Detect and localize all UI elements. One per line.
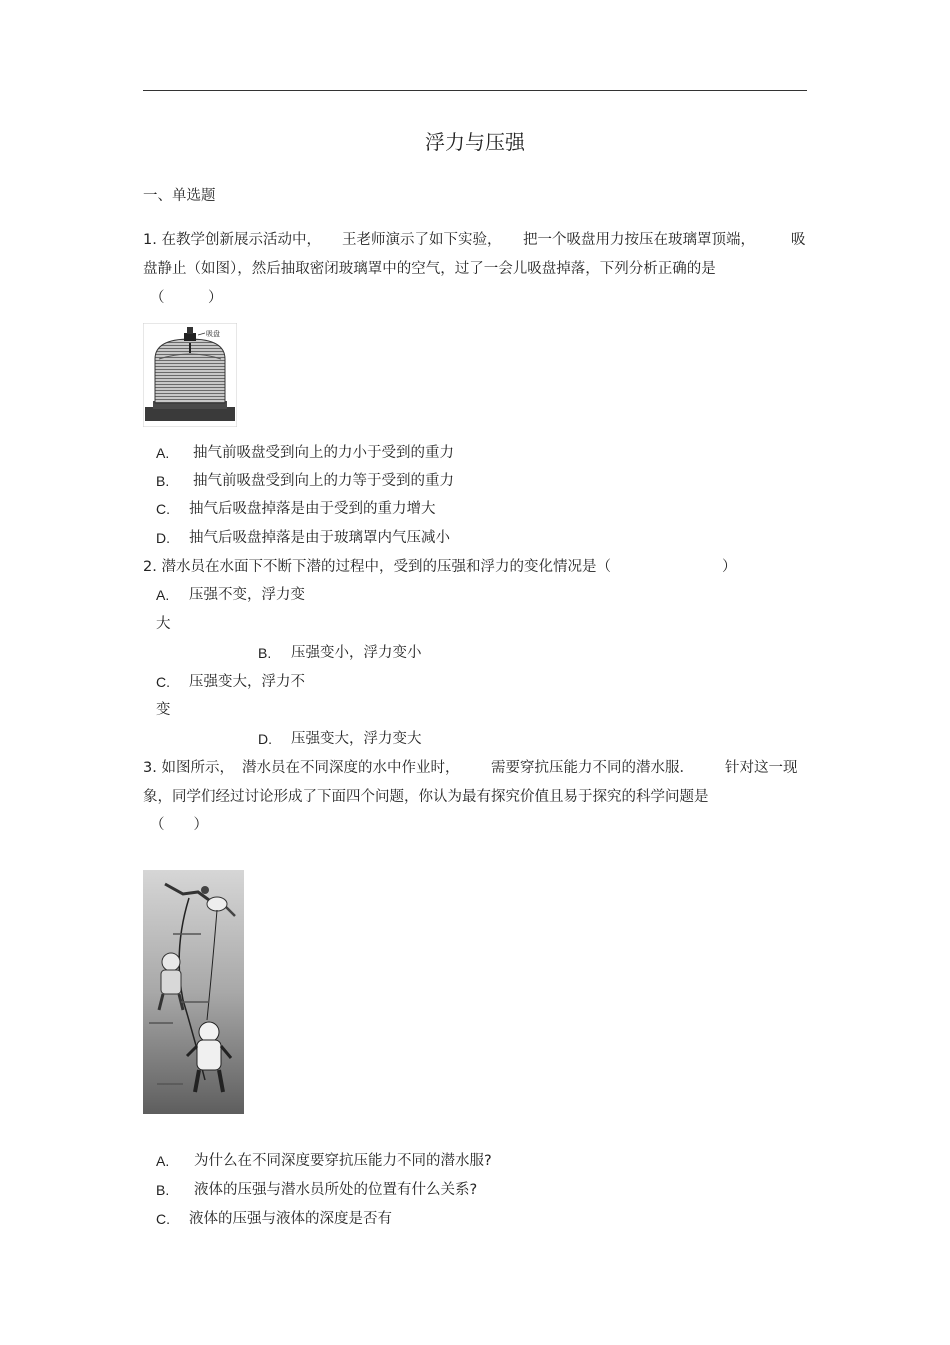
- q1-stem-seg1: 1. 在教学创新展示活动中，: [143, 232, 321, 248]
- q1-stem-seg4: 吸: [791, 232, 806, 248]
- q1-option-d-label: D.: [156, 530, 170, 546]
- page-title: 浮力与压强: [425, 130, 525, 154]
- q3-option-b-text: 液体的压强与潜水员所处的位置有什么关系?: [194, 1182, 478, 1198]
- q2-option-c-wrap: 变: [156, 702, 171, 718]
- q3-answer-paren: （ ）: [150, 817, 208, 833]
- diver-depth-figure: [143, 870, 244, 1114]
- q2-stem: 2. 潜水员在水面下不断下潜的过程中，受到的压强和浮力的变化情况是（: [143, 559, 611, 575]
- q1-option-b-label: B.: [156, 473, 170, 489]
- q1-answer-paren: （ ）: [150, 290, 223, 306]
- q3-stem-seg4: 针对这一现: [725, 760, 798, 776]
- q3-stem-line2: 象，同学们经过讨论形成了下面四个问题，你认为最有探究价值且易于探究的科学问题是: [143, 789, 709, 805]
- q2-option-b-text: 压强变小，浮力变小: [291, 645, 422, 661]
- q3-stem-seg3: 需要穿抗压能力不同的潜水服．: [491, 760, 694, 776]
- q3-stem-seg2: 潜水员在不同深度的水中作业时，: [242, 760, 460, 776]
- q1-option-a-text: 抽气前吸盘受到向上的力小于受到的重力: [193, 445, 454, 461]
- q1-option-c-text: 抽气后吸盘掉落是由于受到的重力增大: [189, 501, 436, 517]
- section-heading: 一、单选题: [143, 188, 216, 204]
- q2-option-c-text: 压强变大，浮力不: [189, 674, 305, 690]
- q1-stem-seg3: 把一个吸盘用力按压在玻璃罩顶端，: [523, 232, 755, 248]
- q2-option-d-label: D.: [258, 731, 272, 747]
- q1-option-a-label: A.: [156, 445, 170, 461]
- q2-option-d-text: 压强变大，浮力变大: [291, 731, 422, 747]
- q3-option-c-text: 液体的压强与液体的深度是否有: [189, 1211, 392, 1227]
- suction-cup-label: 吸盘: [206, 330, 220, 338]
- suction-cup-figure: [143, 323, 237, 427]
- q2-option-a-wrap: 大: [156, 616, 171, 632]
- q3-stem-seg1: 3. 如图所示，: [143, 760, 234, 776]
- q2-option-a-text: 压强不变，浮力变: [189, 587, 305, 603]
- q3-option-a-label: A.: [156, 1153, 170, 1169]
- q3-option-c-label: C.: [156, 1211, 170, 1227]
- q1-option-b-text: 抽气前吸盘受到向上的力等于受到的重力: [193, 473, 454, 489]
- q2-option-b-label: B.: [258, 645, 272, 661]
- q1-option-c-label: C.: [156, 501, 170, 517]
- q3-option-a-text: 为什么在不同深度要穿抗压能力不同的潜水服?: [194, 1153, 492, 1169]
- q2-option-a-label: A.: [156, 587, 170, 603]
- q1-option-d-text: 抽气后吸盘掉落是由于玻璃罩内气压减小: [189, 530, 450, 546]
- q1-stem-seg2: 王老师演示了如下实验，: [342, 232, 502, 248]
- q3-option-b-label: B.: [156, 1182, 170, 1198]
- q2-stem-close: ）: [722, 559, 737, 575]
- header-rule: [143, 90, 807, 91]
- q1-stem-line2: 盘静止（如图），然后抽取密闭玻璃罩中的空气，过了一会儿吸盘掉落，下列分析正确的是: [143, 261, 716, 277]
- q2-option-c-label: C.: [156, 674, 170, 690]
